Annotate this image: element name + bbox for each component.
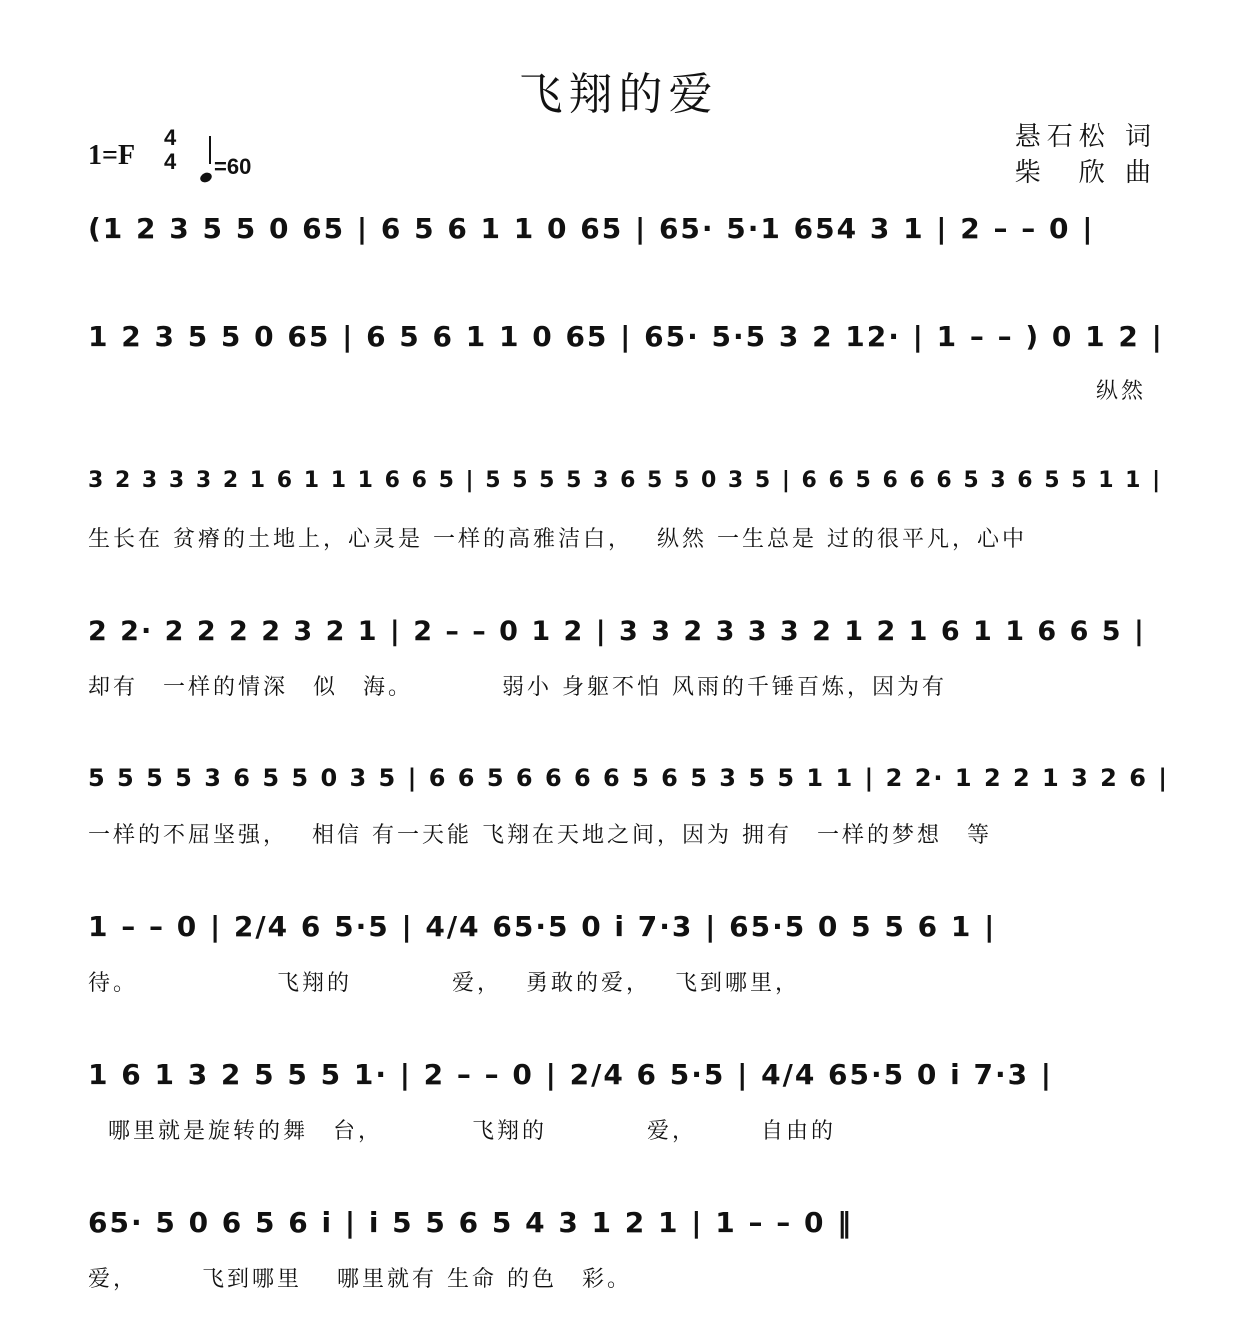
key-signature: 1=F — [88, 140, 136, 171]
song-title: 飞翔的爱 — [518, 69, 719, 120]
meter-bottom: 4 — [164, 149, 177, 174]
system-4-notes: 2 2· 2 2 2 2 3 2 1 | 2 – – 0 1 2 | 3 3 2 3 3 3 2 1 2 1 6 1 1 6 6 5 | — [88, 616, 1146, 647]
tempo-value: =60 — [214, 154, 252, 179]
lyricist-credit: 悬石松 词 — [1014, 122, 1157, 152]
system-3-notes: 3 2 3 3 3 2 1 6 1 1 1 6 6 5 | 5 5 5 5 3 6 5 5 0 3 5 | 6 6 5 6 6 6 5 3 6 5 5 1 1 | — [88, 468, 1163, 493]
system-6-lyrics: 待。 飞翔的 爱， 勇敢的爱， 飞到哪里， — [88, 971, 800, 996]
time-signature — [164, 126, 176, 174]
system-7-lyrics: 哪里就是旋转的舞 台， 飞翔的 爱， 自由的 — [108, 1119, 837, 1144]
composer-credit: 柴 欣 曲 — [1014, 158, 1157, 188]
system-5-notes: 5 5 5 5 3 6 5 5 0 3 5 | 6 6 5 6 6 6 6 5 6 5 3 5 5 1 1 | 2 2· 1 2 2 1 3 2 6 | — [88, 764, 1170, 792]
system-5-lyrics: 一样的不屈坚强， 相信 有一天能 飞翔在天地之间，因为 拥有 一样的梦想 等 — [88, 823, 992, 848]
system-2-lyrics: 纵然 — [1096, 379, 1147, 404]
tempo-marking — [200, 146, 251, 180]
quarter-note-icon — [199, 171, 214, 184]
system-6-notes: 1 – – 0 | 2/4 6 5·5 | 4/4 65·5 0 i 7·3 | 65·5 0 5 5 6 1 | — [88, 910, 997, 943]
system-8-lyrics: 爱， 飞到哪里 哪里就有 生命 的色 彩。 — [88, 1267, 632, 1292]
system-8-notes: 65· 5 0 6 5 6 i | i 5 5 6 5 4 3 1 2 1 | 1 – – 0 ‖ — [88, 1206, 854, 1239]
meter-top: 4 — [164, 125, 177, 150]
note-stem — [209, 136, 211, 164]
system-2-notes: 1 2 3 5 5 0 65 | 6 5 6 1 1 0 65 | 65· 5·5 3 2 12· | 1 – – ) 0 1 2 | — [88, 320, 1164, 353]
system-7-notes: 1 6 1 3 2 5 5 5 1· | 2 – – 0 | 2/4 6 5·5 | 4/4 65·5 0 i 7·3 | — [88, 1058, 1054, 1091]
system-4-lyrics: 却有 一样的情深 似 海。 弱小 身躯不怕 风雨的千锤百炼，因为有 — [88, 675, 947, 700]
system-3-lyrics: 生长在 贫瘠的土地上，心灵是 一样的高雅洁白， 纵然 一生总是 过的很平凡，心中 — [88, 527, 1027, 552]
system-1-notes: (1 2 3 5 5 0 65 | 6 5 6 1 1 0 65 | 65· 5·1 654 3 1 | 2 – – 0 | — [88, 212, 1095, 245]
